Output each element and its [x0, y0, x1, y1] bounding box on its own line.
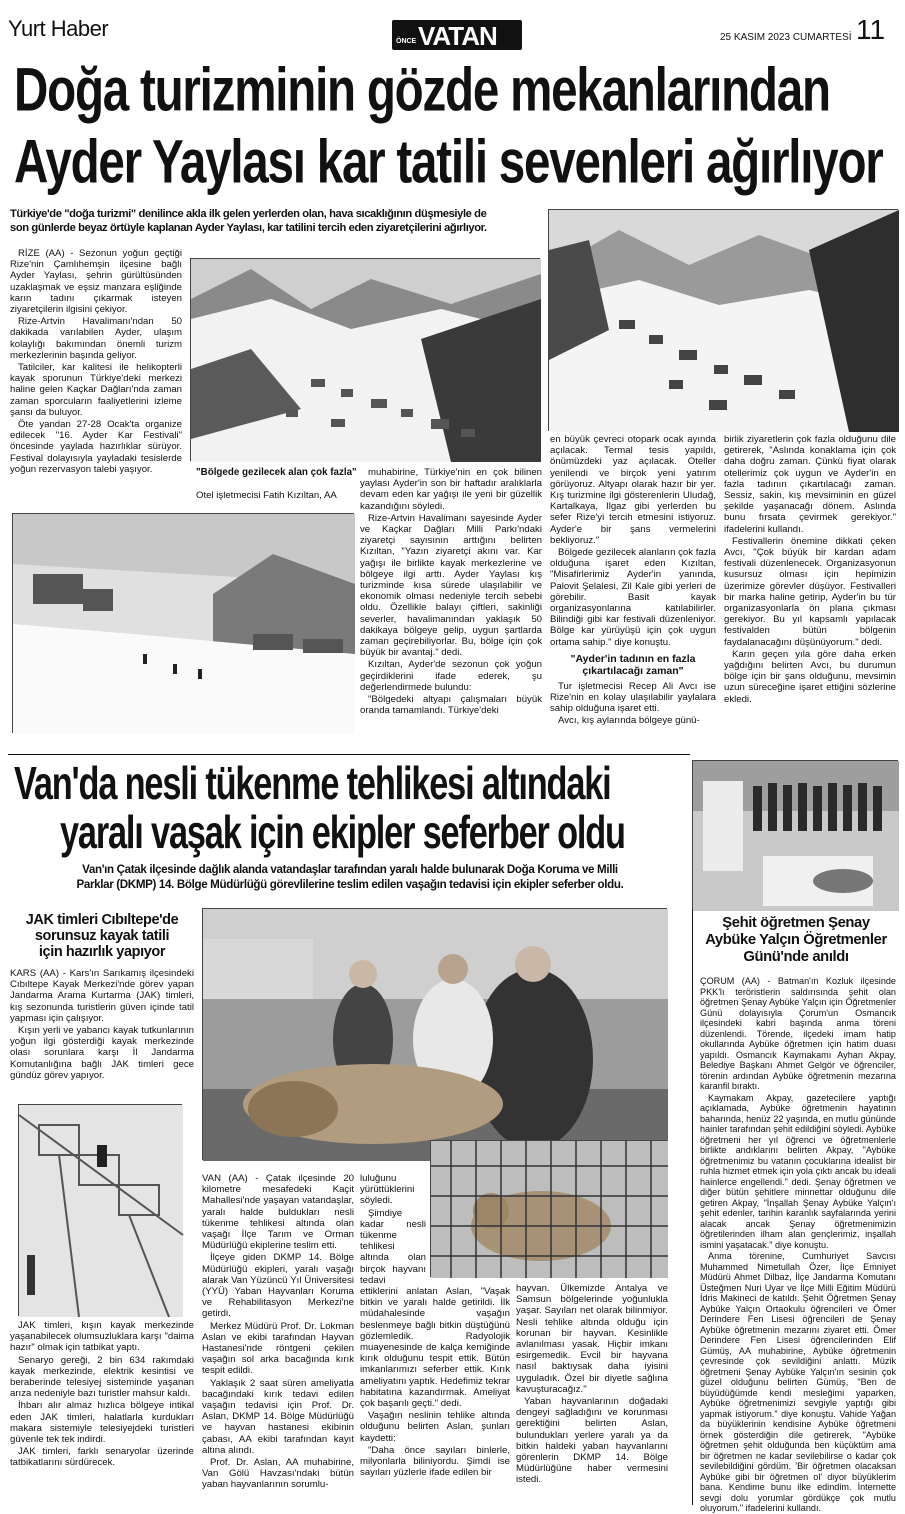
story4-headline-line2: Aybüke Yalçın Öğretmenler — [705, 932, 887, 948]
paragraph: "Daha önce sayıları binlerle, milyonlarla biliniyordu. Şimdi ise sayıları yüzlerle ifade edilen bir — [360, 1444, 510, 1479]
paragraph: Merkez Müdürü Prof. Dr. Lokman Aslan ve ekibi tarafından Hayvan Hastanesi'nde röntgeni çekilen vaşağın sol arka bacağında kırık tespit edildi. — [202, 1320, 354, 1377]
paragraph: RİZE (AA) - Sezonun yoğun geçtiği Rize'nin Çamlıhemşin ilçesine bağlı Ayder Yaylası, şehrin gürültüsünden uzaklaşmak ve eşsiz manzara eşliğinde karın tadını çıkarmak isteyen ziyaretçilerin ilgisini çekiyor. — [10, 248, 182, 316]
story3-headline — [10, 912, 194, 960]
paragraph: birlik ziyaretlerin çok fazla olduğunu dile getirerek, "Aslında konaklama için çok daha doğru zaman. Çünkü fiyat olarak otellerimiz çok uygun ve Ayder'in en fazla tadının çıkartılacağı zaman. Sessiz, sakin, kış mevsiminin en güzel şekilde yaşanacağı dönem. Aslında bunu fırsata çevirmek gerekiyor." ifadelerini kullandı. — [724, 434, 896, 535]
paragraph: VAN (AA) - Çatak ilçesinde 20 kilometre mesafedeki Kaçit Mahallesi'nde yaşayan vatandaşlar, yaralı halde buldukları nesli tükenme tehlikesi altında olan vaşağı İlçe Tarım ve Orman Müdürlüğü ekiplerine teslim etti. — [202, 1173, 354, 1252]
story3-column-top — [10, 968, 194, 1096]
story3-headline-line2: sorunsuz kayak tatili — [34, 928, 170, 944]
story1-column-2 — [360, 467, 542, 749]
chairlift-rescue-image — [19, 1105, 183, 1317]
story1-deck-line2: son günlerde beyaz örtüyle kaplanan Ayder Yaylası, kar tatilini tercih eden ziyaretçilerini ağırlıyor. — [10, 222, 487, 234]
paragraph: Rize-Artvin Havalimanı'ndan 50 dakikada varılabilen Ayder, ulaşım kolaylığı bakımından önemli turizm merkezlerinin başında geliyor. — [10, 316, 182, 361]
paragraph: Vaşağın neslinin tehlike altında olduğunu belirten Aslan, şunları kaydetti: — [360, 1410, 510, 1444]
photo-grave-ceremony — [692, 760, 898, 910]
paragraph: Tatilciler, kar kalitesi ile helikopterli kayak sporunun Türkiye'deki merkezi haline gelen Kaçkar Dağları'nda zaman zaman sporcuların faaliyetlerini izleme şansı da buluyor. — [10, 362, 182, 418]
story1-photo-caption — [196, 467, 356, 501]
section-divider — [8, 754, 690, 755]
paragraph: JAK timleri, kışın kayak merkezinde yaşanabilecek olumsuzluklara karşı "daima hazır" olmak için tatbikat yaptı. — [10, 1320, 194, 1354]
paragraph: Kızıltan, Ayder'de sezonun çok yoğun geçirdiklerini ifade ederek, şu değerlendirmede bulundu: — [360, 659, 542, 693]
logo-small-text: ÖNCE — [396, 38, 417, 45]
paragraph: KARS (AA) - Kars'ın Sarıkamış ilçesindeki Cıbıltepe Kayak Merkezi'nde görev yapan Jandarma Arama Kurtarma (JAK) timleri, kış sezonunda turistlerin güven içinde tatil yapması için çalışıyor. — [10, 968, 194, 1024]
story1-headline-line2: Ayder Yaylası kar tatili sevenleri ağırlıyor — [14, 127, 883, 197]
page-number: 11 — [856, 14, 886, 45]
story3-headline-line3: için hazırlık yapıyor — [38, 944, 166, 960]
story1-column-3 — [550, 434, 716, 748]
story2-column-2 — [360, 1173, 510, 1503]
paragraph: Avcı, kış aylarında bölgeye günü- — [558, 715, 700, 727]
paragraph: Öte yandan 27-28 Ocak'ta organize edilecek "16. Ayder Kar Festivali" öncesinde yaylada hazırlıklar sürüyor. Festival dolayısıyla yayladaki tesislerde yoğun rezervasyon talebi yaşıyor. — [10, 419, 182, 475]
paragraph: Yaklaşık 2 saat süren ameliyatla bacağındaki kırık tedavi edilen vaşağın tedavisi için Prof. Dr. Aslan, DKMP 14. Bölge Müdürlüğü ve hayvan hastanesi ekibinin çabası, AA ekibi tarafından kayıt altına alındı. — [202, 1377, 354, 1456]
paragraph: Prof. Dr. Aslan, AA muhabirine, Van Gölü Havzası'ndaki bütün yaban hayvanlarının sorumlu- — [202, 1457, 354, 1491]
paragraph: Kaymakam Akpay, gazetecilere yaptığı açıklamada, Aybüke öğretmenin hayatının baharında, henüz 22 yaşında, en mutlu gününde hainler tarafından şehit edildiğini söyledi. Aybüke öğretmeni her yıl öğrenci ve öğretmenlerle birlikte andıklarını belirten Akpay, "Aybüke öğretmenimiz bu vatanın çocuklarına idealist bir ruhla hizmet etmek için yola çıktı ancak bu ideali hainlerce engellendi." dedi. Şenay öğretmen ve diğer bütün şehitlere minnettar olduğunu dile getiren Akpay, "İnşallah Şenay Aybüke Yalçın'ı şehit edenler, tarihin karanlık sayfalarında yerini alacak ancak Şenay öğretmenimizin öğretilerinden ilham alan gençlerimiz, inşallah ismini yaşatacak." diye konuştu. — [700, 1092, 896, 1250]
story4-headline-line3: Günü'nde anıldı — [743, 949, 849, 965]
paragraph: "Bölgedeki altyapı çalışmaları büyük oranda tamamlandı. Türkiye'deki — [360, 694, 542, 717]
story2-deck-line2: Parklar (DKMP) 14. Bölge Müdürlüğü görevlilerine teslim edilen vaşağın tedavisi için ekipler seferber oldu. — [76, 878, 624, 891]
paragraph: hayvan. Ülkemizde Antalya ve Samsun bölgelerinde yoğunlukla yaşar. Sayıları net olarak bilinmiyor. Nesli tehlike altında olduğu için korunan bir hayvan. Kesinlikle avlanılması yasak. Hiçbir imkanı esirgemedik. Evcil bir hayvana nasıl baktıysak daha iyisini uyguladık. Özel bir diyetle sağlına kavuşturacağız." — [516, 1283, 668, 1395]
paragraph: Karın geçen yıla göre daha erken yağdığını belirten Avcı, bu durumun bölge için bir şans olduğunu, mevsimin uzun süreceğine işaret ettiğini sözlerine ekledi. — [724, 648, 896, 705]
story1-deck — [10, 207, 570, 235]
story1-column-1 — [10, 248, 182, 506]
paragraph: Senaryo gereği, 2 bin 634 rakımdaki kayak merkezinde, elektrik kesintisi ve beraberinde telesiyej sisteminde yaşanan arıza nedeniyle bazı turistler mahsur kaldı. — [10, 1354, 194, 1400]
story1-headline-line1: Doğa turizminin gözde mekanlarından — [14, 55, 830, 125]
paragraph: Yaban hayvanlarının doğadaki dengeyi sağladığını ve korunması gerektiğini belirten Aslan, bulundukları yerlere yaralı ya da bitkin haldeki yaban hayvanlarını görenlerin DKMP 14. Bölge Müdürlüğüne haber vermesini istedi. — [516, 1396, 668, 1486]
photo-jak-rescue-drill — [18, 1104, 182, 1316]
paragraph: Kışın yerli ve yabancı kayak tutkunlarının yoğun ilgi gösterdiği kayak merkezinde olası sorunlara karşı İl Jandarma Komutanlığına bağlı JAK timleri gece gündüz görev yapıyor. — [10, 1025, 194, 1081]
story1-caption-text: Otel işletmecisi Fatih Kızıltan, AA — [196, 490, 337, 501]
story3-headline-line1: JAK timleri Cıbıltepe'de — [25, 912, 179, 928]
paragraph: İlçeye giden DKMP 14. Bölge Müdürlüğü ekipleri, yaralı vaşağı alarak Van Yüzüncü Yıl Üniversitesi (YYÜ) Yaban Hayvanları Koruma ve Rehabilitasyon Merkezi'ne getirdi. — [202, 1252, 354, 1320]
paragraph: Şimdiye kadar nesli tükenme tehlikesi altında olan birçok hayvanı tedavi ettiklerini anlatan Aslan, "Vaşak bitkin ve yaralı halde getirildi. İlk müdahalesinde vaşağın beslenmeye bağlı bitkin düştüğünü gözlemledik. Radyolojik muayenesinde de kalça kemiğinde kırık olduğunu tespit ettik. Bütün imkanlarımızı seferber ettik. Kırık ameliyatını yaptık. Hedefimiz tekrar habitatına kazandırmak. Ameliyat çok başarılı geçti." dedi. — [360, 1207, 510, 1410]
story2-headline-line2: yaralı vaşak için ekipler seferber oldu — [60, 806, 625, 859]
story1-deck-line1: Türkiye'de "doğa turizmi" denilince akla ilk gelen yerlerden olan, hava sıcaklığının düşmesiyle de — [10, 208, 487, 220]
story2-headline-line1: Van'da nesli tükenme tehlikesi altındaki — [14, 757, 611, 810]
story4-headline-line1: Şehit öğretmen Şenay — [722, 915, 870, 931]
story4-column — [700, 976, 896, 1513]
photo-lynx-treatment — [202, 908, 667, 1160]
ski-slope-image — [13, 514, 355, 734]
paragraph: ÇORUM (AA) - Batman'ın Kozluk ilçesinde PKK'lı teröristlerin saldırısında şehit olan öğretmen Şenay Aybüke Yalçın için Öğretmenler Günü dolayısıyla Çorum'un Osmancık ilçesindeki kabri başında anma töreni düzenlendi. Törende, ilçedeki imam hatip okullarında Aybüke öğretmen için hatim duası yapıldı. Osmancık Kaymakamı Ayhan Akpay, Belediye Başkanı Ahmet Gelgör ve öğrenciler, törenin ardından Aybüke öğretmenin mezarına karanfil bıraktı. — [700, 976, 896, 1091]
story2-column-1 — [202, 1173, 354, 1503]
photo-ayder-skiers — [12, 513, 354, 733]
paragraph: Anma törenine, Cumhuriyet Savcısı Muhammed Nimetullah Özer, İlçe Emniyet Müdürü Ahmet Dilbaz, İlçe Jandarma Komutanı Üsteğmen Nuri Uyar ve İlçe Milli Eğitim Müdürü İdris Makineci de katıldı. Şehit Öğretmen Şenay Aybüke Yalçın Ortaokulu öğrencileri ve Ömer Derindere Fen Lisesi öğrencileri de Şenay Aybüke öğretmenin mezarını ziyaret etti. Ömer Derindere Fen Lisesi öğrencilerinden Elif Gümüş, AA muhabirine, Aybüke öğretmenin çevresinde çok sevildiğini anlattı. Müzik öğretmeni Şenay Aybüke Yalçın'ın sesinin çok güzel olduğunu belirten Gümüş, "Ben de büyüdüğümde kendi mesleğimi yaparken, Aybüke öğretmenimizi sevgiyle yaptığı gibi yapmak istiyorum." diye konuştu. Vahide Yağan da büyüklerinin kendisine Aybüke öğretmeni örnek gösterdiğin dile getirerek, "Aybüke öğretmen şehit olduğunda ben küçüktüm ama bir öğretmen ne kadar sevilebilirse o kadar çok sevilebildiğini gördüm. 'Bir öğretmen olacaksan Aybüke gibi bir öğretmen ol' diyor büyüklerim bana. Kendime bunu ilke edindim. İnternette sevgi dolu yorumlar gördükçe çok mutlu oluyorum." ifadelerini kullandı. — [700, 1251, 896, 1513]
photo-ayder-village-aerial — [190, 258, 540, 461]
story2-deck-line1: Van'ın Çatak ilçesinde dağlık alanda vatandaşlar tarafından yaralı halde bulunarak Doğa Koruma ve Milli — [82, 863, 618, 876]
paragraph: Bölgede gezilecek alanların çok fazla olduğuna işaret eden Kızıltan, "Misafirlerimiz Ayder'in yanında, Palovit Şelalesi, Zil Kale gibi yerleri de görebilir. Basit kayak organizasyonlarına katılabilirler. Bilindiği gibi kar festivali düzenleniyor. Bölge kar yürüyüşü için çok uygun ortama sahip." diye konuştu. — [550, 547, 716, 648]
section-word-haber: Haber — [50, 16, 109, 41]
masthead — [8, 10, 898, 54]
students-at-grave-image — [693, 761, 899, 911]
section-label — [8, 16, 108, 42]
story4-headline — [694, 915, 898, 966]
section-word-yurt: Yurt — [8, 16, 46, 41]
snowy-mountain-village-image — [549, 210, 899, 432]
snowy-valley-image — [191, 259, 541, 462]
logo — [392, 20, 522, 50]
story2-column-3 — [516, 1283, 668, 1503]
issue-date: 25 KASIM 2023 CUMARTESİ — [720, 32, 852, 43]
story3-column-bottom — [10, 1320, 194, 1503]
story1-subheading: "Ayder'in tadının en fazla çıkartılacağı zaman" — [570, 652, 696, 677]
paragraph: JAK timleri, farklı senaryolar üzerinde tatbikatlarını sürdürecek. — [10, 1446, 194, 1469]
float-spacer — [426, 1173, 510, 1285]
story1-column-4 — [724, 434, 896, 748]
vets-treating-lynx-image — [203, 909, 668, 1161]
paragraph: muhabirine, Türkiye'nin en çok bilinen yaylası Ayder'in son bir haftadır aralıklarla devam eden kar yağışı ile yeni bir güzellik kazandığını söyledi. — [360, 467, 542, 512]
paragraph: Rize-Artvin Havalimanı sayesinde Ayder ve Kaçkar Dağları Milli Parkı'ndaki ziyaretçi sayısının arttığını belirten Kızıltan, "Yazın ziyaretçi akını var. Kar yağışı ile birlikte kayak merkezlerine ve bölgeye ilgi arttı. Ayder Yaylası kış turizminde kısa sürede ulaşılabilir ve ekonomik olması nedeniyle tercih sebebi oldu. Özellikle balayı çiftleri, sakinliği severler, havalimanından yaklaşık 50 dakikaya bölgeye gelip, uygun şartlarda zaman geçirebiliyorlar. Bu, bölge için çok büyük bir avantaj." dedi. — [360, 512, 542, 659]
paragraph: luluğunu yürüttüklerini söyledi. — [360, 1173, 415, 1207]
paragraph: İhbarı alır almaz hızlıca bölgeye intikal eden JAK timleri, halatlarla kurdukları makara sistemiyle telesiyejdeki turistleri güvenle tek tek indirdi. — [10, 1400, 194, 1446]
story1-caption-title: "Bölgede gezilecek alan çok fazla" — [196, 467, 357, 478]
paragraph: en büyük çevreci otopark ocak ayında açılacak. Termal tesis yapıldı, önümüzdeki yaz açılacak. Oteller yenilendi ve birçok yeni yatırım görüyoruz. Altyapı olarak hazır bir yer. Kış turizmine ilgi gösterenlerin Uludağ, Kartalkaya, Ilgaz gibi yerlerden bu sefer Rize'yi tercih etmesini istiyoruz. Ayder'e bir şans vermelerini bekliyoruz." — [550, 434, 716, 546]
logo-word: VATAN — [418, 21, 497, 51]
paragraph: Festivallerin önemine dikkati çeken Avcı, "Çok büyük bir kardan adam festivali düzenlenecek. Organizasyonun kusursuz olması için hepimizin üzerimize görevler düşüyor. Festivalleri bir marka haline getirip, Ayder'in bu tür organizasyonlarla ön plana çıkması gerekiyor. Bu yıl kapsamlı yapılacak festivalden bütün bölgenin faydalanacağını düşünüyorum." dedi. — [724, 535, 896, 648]
photo-ayder-winter-village — [548, 209, 898, 431]
story2-deck — [10, 862, 690, 892]
paragraph: Tur işletmecisi Recep Ali Avcı ise Rize'nin en kolay ulaşılabilir yaylalara sahip olduğuna işaret etti. — [550, 680, 716, 715]
